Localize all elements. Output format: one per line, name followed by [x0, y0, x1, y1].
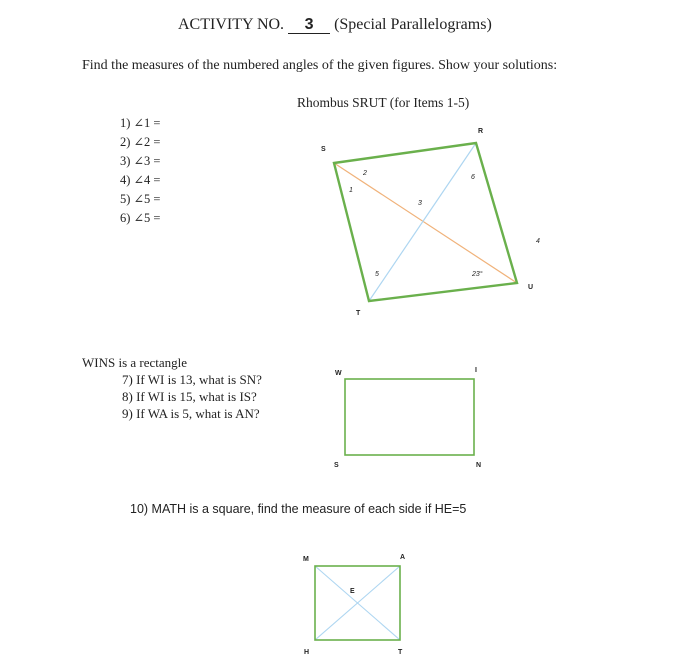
vertex-w: W	[335, 370, 342, 377]
vertex-n: N	[476, 462, 482, 469]
vertex-h: H	[304, 649, 310, 656]
vertex-a: A	[400, 554, 406, 561]
item-7: 7) If WI is 13, what is SN?	[122, 372, 262, 387]
item-5: 5) ∠5 =	[120, 192, 161, 206]
diagonal-su	[334, 163, 517, 283]
item-3: 3) ∠3 =	[120, 154, 161, 168]
item-10: 10) MATH is a square, find the measure of each side if HE=5	[130, 502, 467, 516]
activity-subtitle: (Special Parallelograms)	[334, 16, 492, 33]
item-1: 1) ∠1 =	[120, 116, 161, 130]
vertex-t-square: T	[398, 649, 403, 656]
item-8: 8) If WI is 15, what is IS?	[122, 389, 257, 404]
instructions: Find the measures of the numbered angles of the given figures. Show your solutions:	[82, 58, 558, 73]
vertex-s: S	[321, 146, 326, 153]
rectangle-figure	[334, 367, 481, 469]
vertex-i: I	[475, 367, 477, 374]
rhombus-title: Rhombus SRUT (for Items 1-5)	[297, 95, 470, 110]
rectangle-heading: WINS is a rectangle	[82, 355, 188, 370]
vertex-t: T	[356, 310, 361, 317]
angle-1: 1	[349, 187, 353, 194]
vertex-s-rect: S	[334, 462, 339, 469]
activity-number: 3	[288, 17, 330, 34]
angle-4: 4	[536, 238, 540, 245]
vertex-r: R	[478, 128, 484, 135]
item-4: 4) ∠4 =	[120, 173, 161, 187]
rhombus-figure	[321, 128, 540, 317]
rectangle-outline	[345, 379, 474, 455]
activity-prefix: ACTIVITY NO.	[178, 16, 285, 33]
vertex-e: E	[350, 588, 355, 595]
square-figure	[303, 554, 405, 656]
diagonal-tr	[369, 143, 476, 301]
vertex-u: U	[528, 284, 534, 291]
rhombus-outline	[334, 143, 517, 301]
angle-5: 5	[375, 271, 379, 278]
item-9: 9) If WA is 5, what is AN?	[122, 406, 260, 421]
angle-6: 6	[471, 174, 475, 181]
angle-2: 2	[363, 170, 367, 177]
vertex-m: M	[303, 556, 309, 563]
angle-3: 3	[418, 200, 422, 207]
angle-given: 23°	[472, 271, 483, 278]
item-6: 6) ∠5 =	[120, 211, 161, 225]
item-2: 2) ∠2 =	[120, 135, 161, 149]
